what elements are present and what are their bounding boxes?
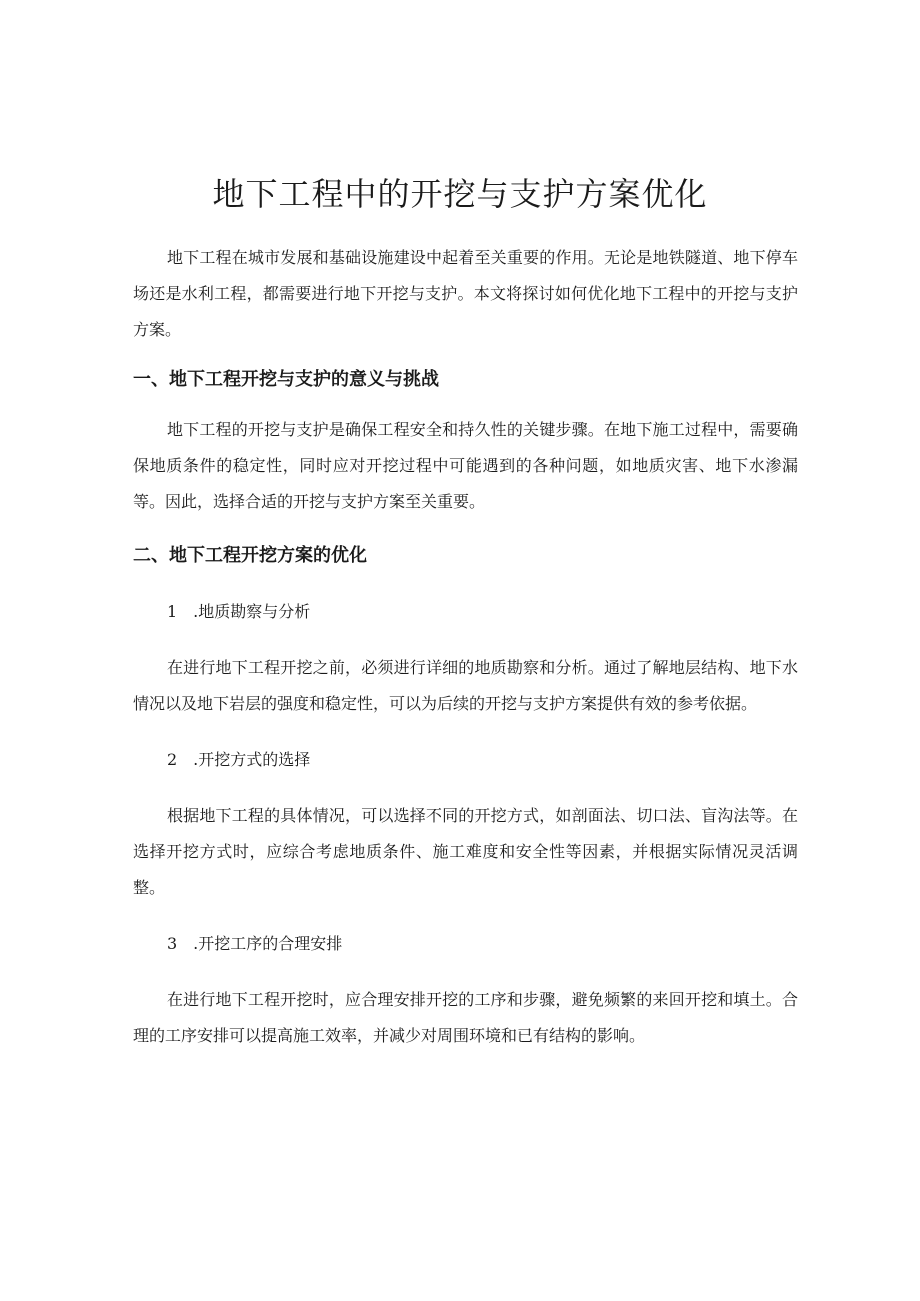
spacer (133, 630, 798, 650)
section-heading-2: 二、地下工程开挖方案的优化 (133, 545, 367, 566)
spacer (133, 722, 798, 742)
subsection-paragraph-1: 在进行地下工程开挖之前，必须进行详细的地质勘察和分析。通过了解地层结构、地下水情况以及地下岩层的强度和稳定性，可以为后续的开挖与支护方案提供有效的参考依据。 (133, 658, 798, 713)
spacer (133, 520, 798, 538)
spacer (133, 906, 798, 926)
document-title: 地下工程中的开挖与支护方案优化 (212, 175, 708, 213)
section-heading-1: 一、地下工程开挖与支护的意义与挑战 (133, 369, 439, 390)
document-body (133, 240, 798, 1054)
spacer (133, 574, 798, 594)
intro-paragraph: 地下工程在城市发展和基础设施建设中起着至关重要的作用。无论是地铁隧道、地下停车场还是水利工程，都需要进行地下开挖与支护。本文将探讨如何优化地下工程中的开挖与支护方案。 (133, 248, 798, 339)
subsection-label-2: 2 .开挖方式的选择 (167, 750, 311, 769)
section-paragraph-1: 地下工程的开挖与支护是确保工程安全和持久性的关键步骤。在地下施工过程中，需要确保地质条件的稳定性，同时应对开挖过程中可能遇到的各种问题，如地质灾害、地下水渗漏等。因此，选择合适的开挖与支护方案至关重要。 (133, 420, 798, 511)
spacer (133, 398, 798, 412)
spacer (133, 778, 798, 798)
subsection-paragraph-2: 根据地下工程的具体情况，可以选择不同的开挖方式，如剖面法、切口法、盲沟法等。在选择开挖方式时，应综合考虑地质条件、施工难度和安全性等因素，并根据实际情况灵活调整。 (133, 806, 798, 897)
subsection-paragraph-3: 在进行地下工程开挖时，应合理安排开挖的工序和步骤，避免频繁的来回开挖和填土。合理的工序安排可以提高施工效率，并减少对周围环境和已有结构的影响。 (133, 990, 798, 1045)
subsection-label-1: 1 .地质勘察与分析 (167, 602, 311, 621)
spacer (133, 962, 798, 982)
spacer (133, 348, 798, 362)
subsection-label-3: 3 .开挖工序的合理安排 (167, 934, 343, 953)
